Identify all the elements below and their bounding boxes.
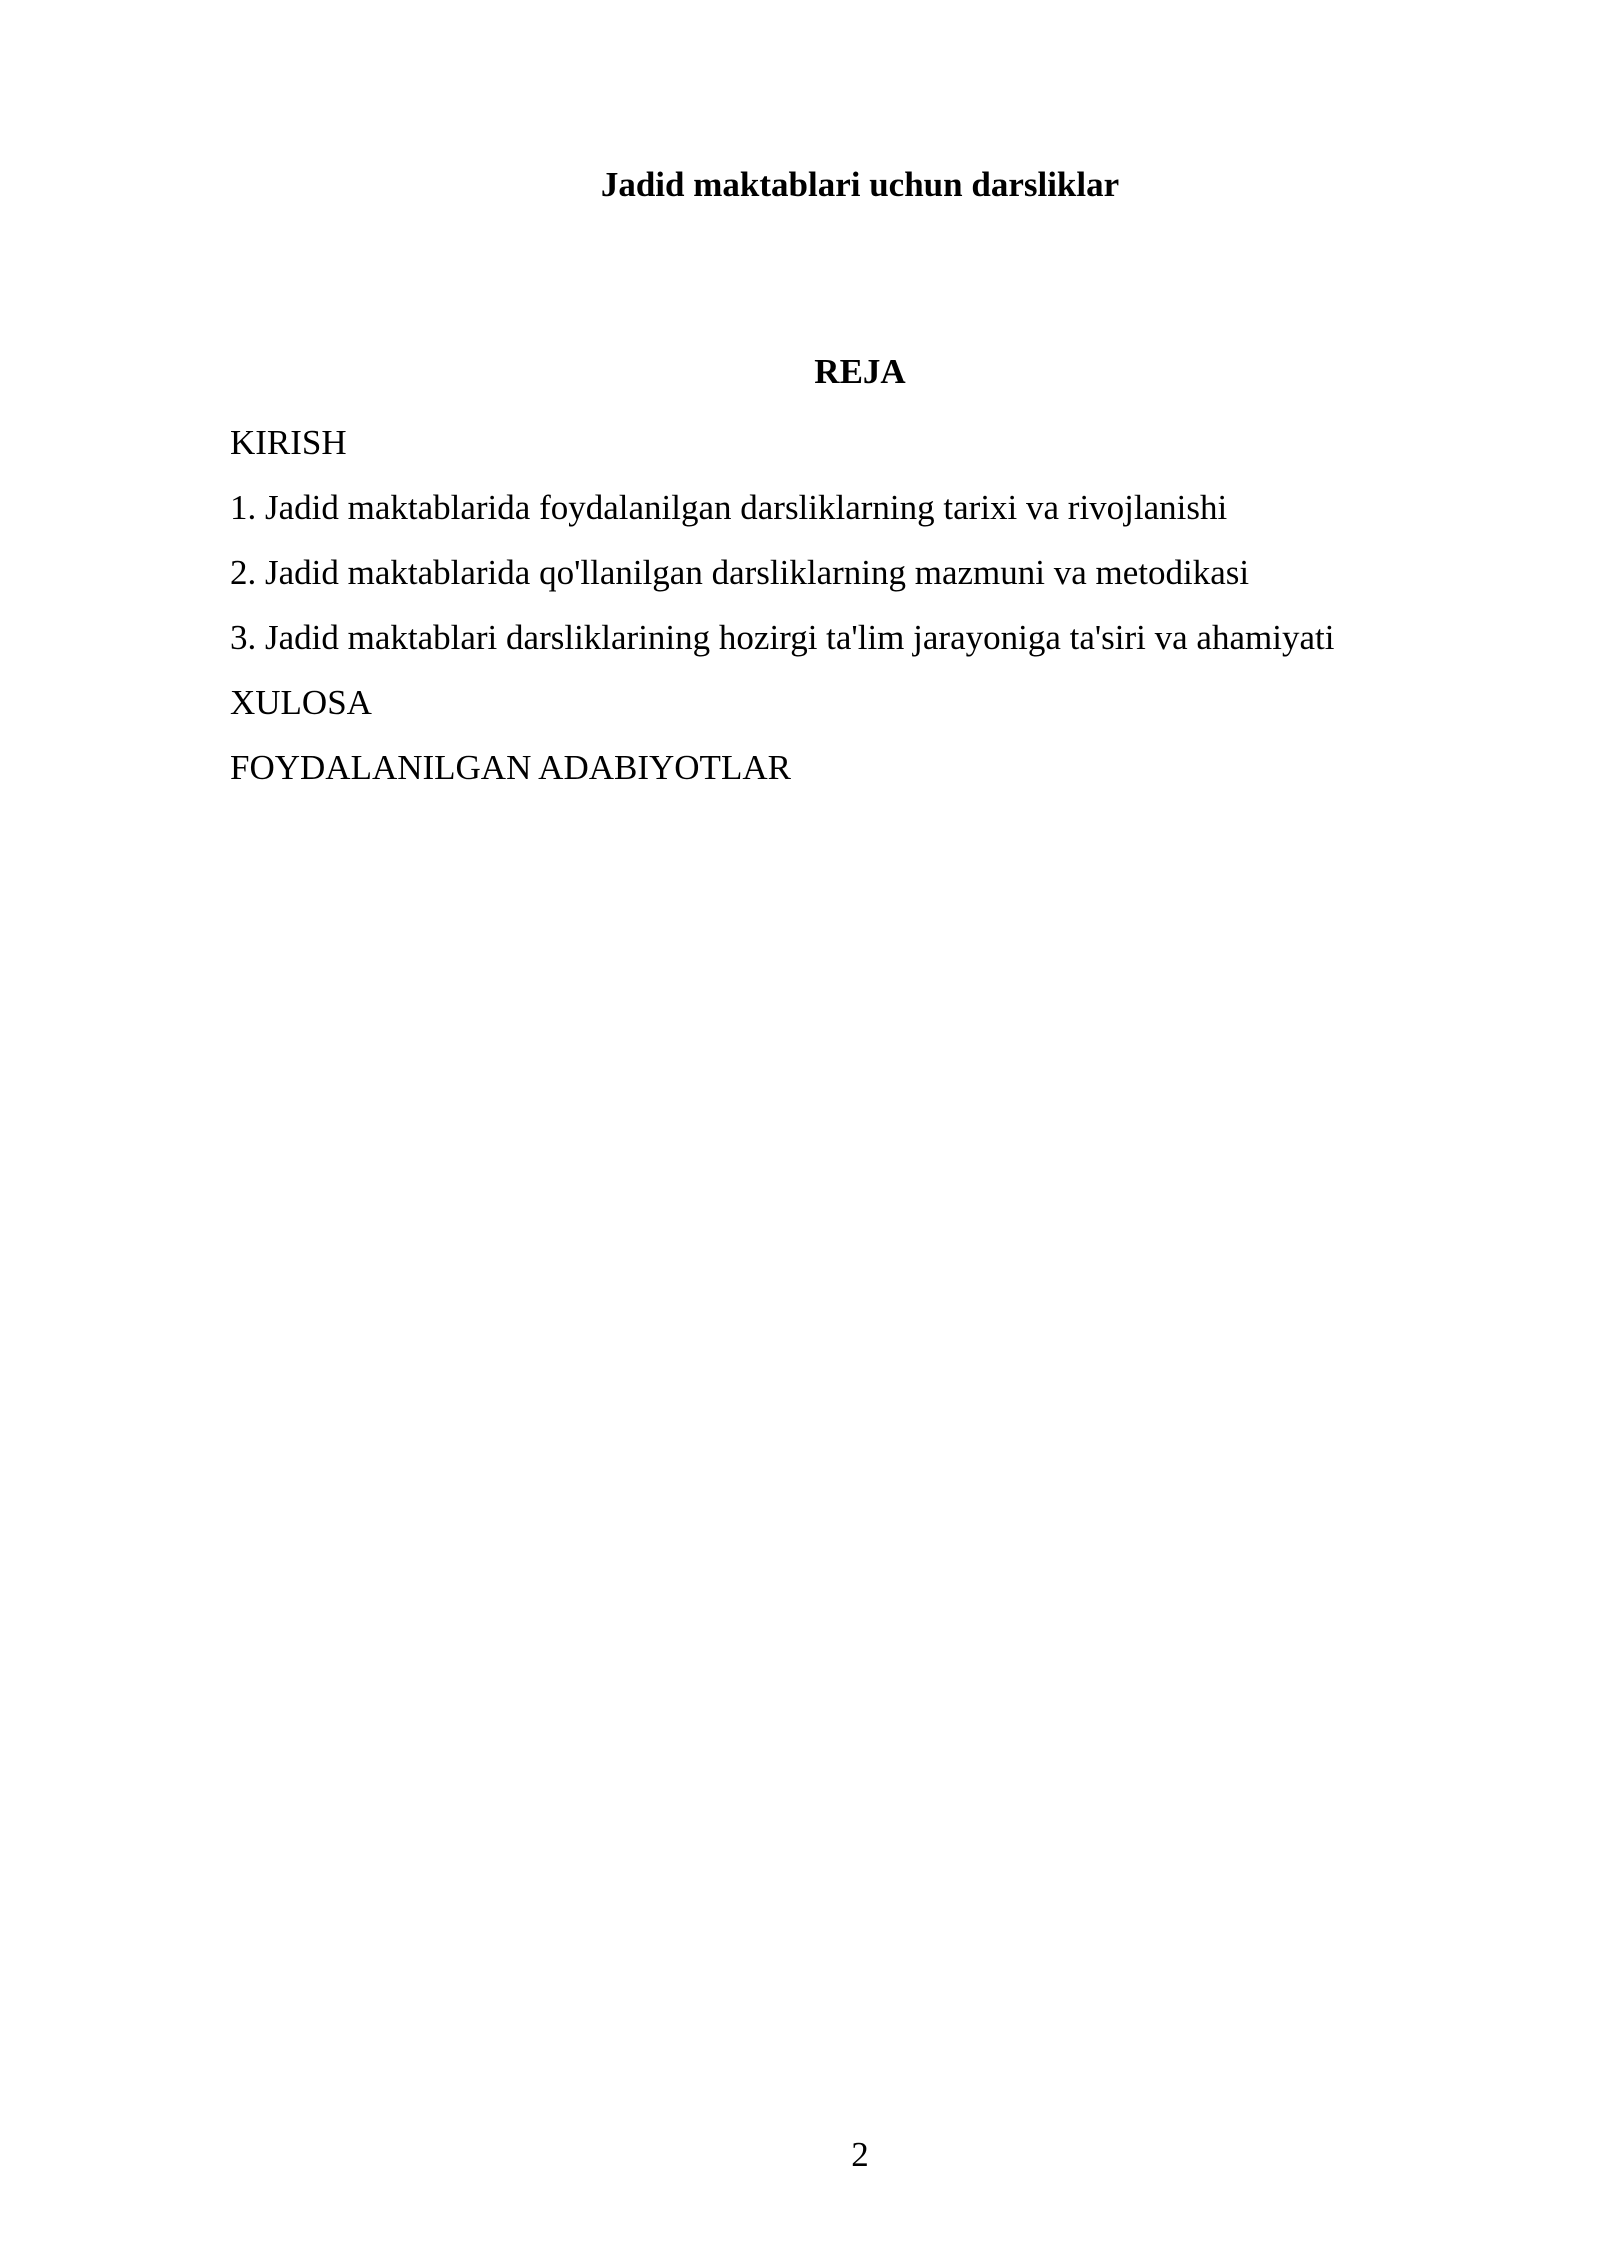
- toc-item-conclusion: XULOSA: [230, 683, 372, 722]
- toc-item-section-3: 3. Jadid maktablari darsliklarining hozirgi ta'lim jarayoniga ta'siri va ahamiyati: [230, 618, 1335, 657]
- toc-item-introduction: KIRISH: [230, 423, 347, 462]
- toc-item-section-2: 2. Jadid maktablarida qo'llanilgan darsliklarning mazmuni va metodikasi: [230, 553, 1250, 592]
- page-number: 2: [851, 2135, 869, 2174]
- plan-heading: REJA: [814, 352, 906, 391]
- table-of-contents: [230, 421, 1530, 811]
- document-title: Jadid maktablari uchun darsliklar: [600, 165, 1120, 204]
- toc-item-references: FOYDALANILGAN ADABIYOTLAR: [230, 748, 791, 787]
- toc-item-section-1: 1. Jadid maktablarida foydalanilgan darsliklarning tarixi va rivojlanishi: [230, 488, 1228, 527]
